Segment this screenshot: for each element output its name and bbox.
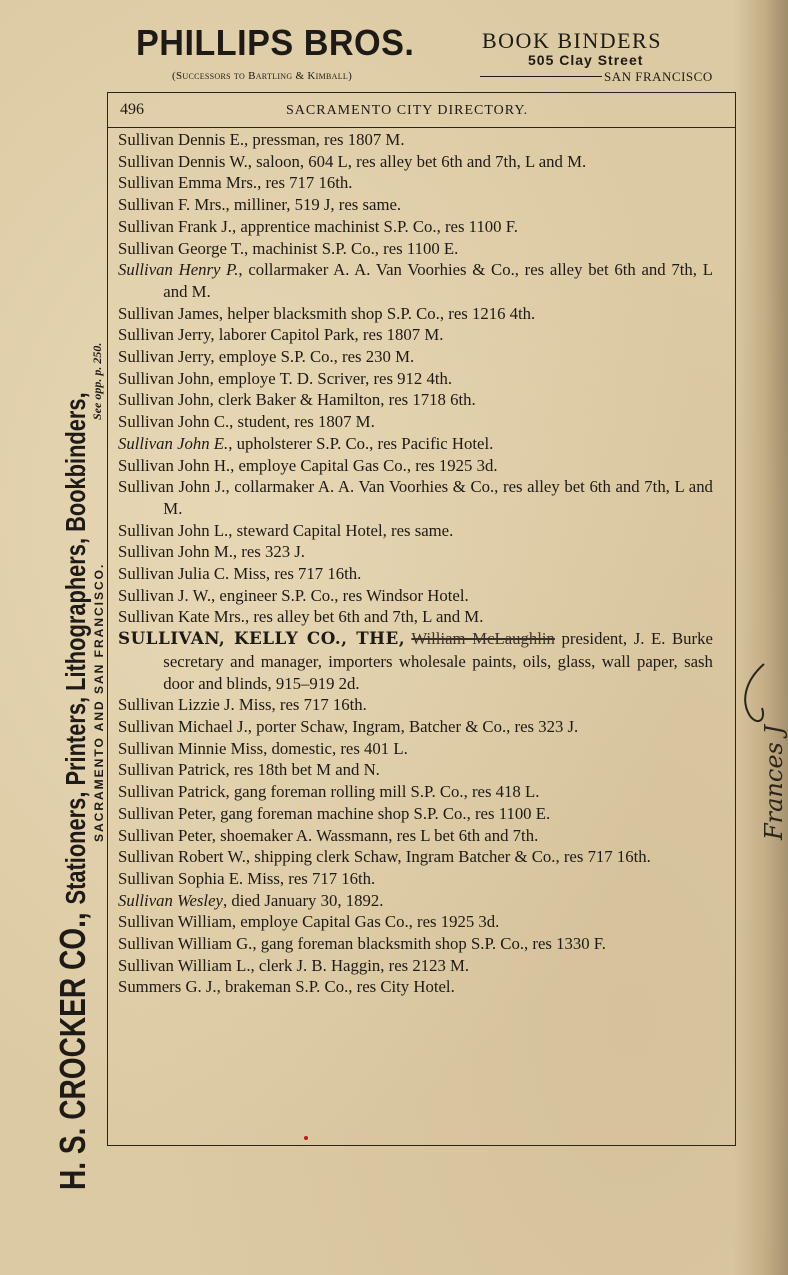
entry-details: , pressman, res 1807 M. <box>244 130 405 149</box>
directory-entry <box>118 433 713 455</box>
entry-name: Sullivan James <box>118 303 219 323</box>
entry-name: Sullivan Frank J. <box>118 216 232 236</box>
ad-successors: (Successors to Bartling & Kimball) <box>172 70 353 82</box>
handwritten-note: Frances J <box>760 724 788 840</box>
top-advertisement <box>0 0 764 92</box>
directory-entry <box>118 238 713 260</box>
entry-details: , porter Schaw, Ingram, Batcher & Co., res 323 J. <box>247 716 579 736</box>
entry-name: Sullivan Dennis W. <box>118 151 248 171</box>
directory-page-frame <box>107 92 736 1146</box>
directory-entry <box>118 194 713 216</box>
entry-details: , apprentice machinist S.P. Co., res 1100 F. <box>231 216 518 236</box>
entry-details: , helper blacksmith shop S.P. Co., res 1216 4th. <box>218 303 536 323</box>
entry-name: Sullivan John L. <box>118 520 229 540</box>
entry-details: , upholsterer S.P. Co., res Pacific Hotel. <box>228 433 494 453</box>
entry-name: Sullivan Robert W. <box>118 847 246 867</box>
entry-name: Sullivan F. Mrs. <box>118 195 226 215</box>
directory-entries <box>118 129 722 998</box>
directory-entry <box>118 606 713 628</box>
directory-entry <box>118 455 713 477</box>
entry-details: , laborer Capitol Park, res 1807 M. <box>210 325 444 345</box>
side-ad-trades: Stationers, Printers, Lithographers, Bookbinders, <box>60 392 91 905</box>
directory-entry <box>118 520 713 542</box>
directory-entry <box>118 694 713 716</box>
directory-entry <box>118 716 713 738</box>
entry-name: Sullivan Patrick <box>118 782 226 802</box>
entry-details: , steward Capital Hotel, res same. <box>228 520 454 540</box>
running-header <box>108 93 735 128</box>
entry-details: , shoemaker A. Wassmann, res L bet 6th and 7th. <box>211 825 539 845</box>
directory-entry <box>118 563 713 585</box>
side-ad-locations: SACRAMENTO AND SAN FRANCISCO. <box>92 562 106 842</box>
entry-details: , res 717 16th. <box>257 173 353 193</box>
directory-entry <box>118 933 713 955</box>
page-number: 496 <box>120 101 144 118</box>
ad-city: SAN FRANCISCO <box>604 69 713 84</box>
entry-name: Sullivan Peter <box>118 825 212 845</box>
directory-entry <box>118 976 713 998</box>
entry-name: Sullivan George T. <box>118 238 245 258</box>
entry-details: , engineer S.P. Co., res Windsor Hotel. <box>211 585 469 605</box>
entry-details: , employe Capital Gas Co., res 1925 3d. <box>230 455 498 475</box>
directory-entry <box>118 585 713 607</box>
entry-details: , collarmaker A. A. Van Voorhies & Co., res alley bet 6th and 7th, L and M. <box>163 260 713 301</box>
entry-details: , student, res 1807 M. <box>229 412 375 432</box>
entry-details: , res 717 16th. <box>279 868 376 888</box>
entry-name: Sullivan Dennis E. <box>118 130 245 149</box>
entry-details: , gang foreman machine shop S.P. Co., res 1100 E. <box>211 803 551 823</box>
entry-name: SULLIVAN, KELLY CO., THE, <box>118 629 406 650</box>
directory-entry <box>118 890 713 912</box>
entry-name: Sullivan Emma Mrs. <box>118 173 258 193</box>
directory-entry <box>118 368 713 390</box>
entry-details: , gang foreman rolling mill S.P. Co., res 418 L. <box>225 782 540 802</box>
directory-entry <box>118 738 713 760</box>
entry-name: Sullivan John E. <box>118 433 229 453</box>
struck-out-text: William McLaughlin <box>411 629 555 649</box>
directory-entry <box>118 389 713 411</box>
directory-entry <box>118 911 713 933</box>
entry-name: Sullivan William <box>118 912 232 932</box>
entry-name: Sullivan John J. <box>118 477 226 497</box>
directory-entry <box>118 825 713 847</box>
ad-brand: PHILLIPS BROS. <box>136 22 415 63</box>
side-advertisement <box>44 70 114 1190</box>
ad-street: 505 Clay Street <box>528 52 644 68</box>
entry-name: Sullivan Henry P. <box>118 260 239 280</box>
ad-divider <box>480 76 602 77</box>
directory-entry <box>118 129 713 151</box>
directory-entry <box>118 803 713 825</box>
entry-details: , died January 30, 1892. <box>222 890 384 910</box>
entry-name: Sullivan Peter <box>118 803 212 823</box>
entry-details: , shipping clerk Schaw, Ingram Batcher & Co., res 717 16th. <box>245 847 651 867</box>
entry-name: Sullivan Jerry <box>118 347 211 367</box>
entry-name: Sullivan Patrick <box>118 760 226 780</box>
entry-name: Sullivan William L. <box>118 955 251 975</box>
entry-details: , employe S.P. Co., res 230 M. <box>210 347 415 367</box>
entry-name: Sullivan John C. <box>118 412 230 432</box>
entry-name: Sullivan John <box>118 390 210 410</box>
entry-details: , domestic, res 401 L. <box>263 738 408 758</box>
ad-trade: BOOK BINDERS <box>482 28 662 53</box>
directory-entry <box>118 411 713 433</box>
entry-details: , brakeman S.P. Co., res City Hotel. <box>216 977 455 997</box>
directory-entry <box>118 759 713 781</box>
directory-entry <box>118 955 713 977</box>
entry-details: , machinist S.P. Co., res 1100 E. <box>244 238 459 258</box>
entry-details: , clerk J. B. Haggin, res 2123 M. <box>250 955 470 975</box>
entry-name: Sullivan Lizzie J. Miss <box>118 695 272 715</box>
entry-name: Sullivan Sophia E. Miss <box>118 868 280 888</box>
directory-entry <box>118 346 713 368</box>
directory-entry <box>118 151 713 173</box>
directory-entry <box>118 868 713 890</box>
entry-details: , milliner, 519 J, res same. <box>225 195 402 215</box>
directory-entry <box>118 628 713 694</box>
side-ad-main <box>52 392 94 1190</box>
entry-details: , employe T. D. Scriver, res 912 4th. <box>209 368 453 388</box>
entry-details: , employe Capital Gas Co., res 1925 3d. <box>231 912 500 932</box>
entry-name: Sullivan J. W. <box>118 585 212 605</box>
entry-details: , collarmaker A. A. Van Voorhies & Co., res alley bet 6th and 7th, L and M. <box>163 477 713 518</box>
entry-name: Sullivan John M. <box>118 542 233 562</box>
directory-entry <box>118 259 713 302</box>
entry-details: , res 18th bet M and N. <box>225 760 380 780</box>
entry-details: , gang foreman blacksmith shop S.P. Co., res 1330 F. <box>252 934 606 954</box>
entry-details: , res 717 16th. <box>265 564 362 584</box>
entry-name: Sullivan William G. <box>118 934 253 954</box>
directory-entry <box>118 324 713 346</box>
side-ad-see-reference: See opp. p. 250. <box>90 342 104 420</box>
entry-details: , res 717 16th. <box>271 695 367 715</box>
entry-name: Sullivan Jerry <box>118 325 211 345</box>
ink-spot <box>304 1136 308 1140</box>
entry-name: Sullivan John <box>118 368 210 388</box>
directory-entry <box>118 781 713 803</box>
entry-name: Sullivan Wesley <box>118 890 223 910</box>
page-title: SACRAMENTO CITY DIRECTORY. <box>286 103 529 118</box>
entry-details: , saloon, 604 L, res alley bet 6th and 7th, L and M. <box>247 151 587 171</box>
entry-name: Sullivan John H. <box>118 455 231 475</box>
directory-entry <box>118 476 713 519</box>
entry-details: president, J. E. Burke secretary and manager, importers wholesale paints, oils, glass, wall paper, sash door and blinds, 915–919 2d. <box>163 629 713 693</box>
entry-details: , res 323 J. <box>232 542 306 562</box>
entry-details: , clerk Baker & Hamilton, res 1718 6th. <box>209 390 476 410</box>
directory-entry <box>118 541 713 563</box>
entry-details: , res alley bet 6th and 7th, L and M. <box>244 607 484 627</box>
entry-name: Sullivan Minnie Miss <box>118 738 264 758</box>
side-ad-company: H. S. CROCKER CO., <box>52 912 93 1190</box>
entry-name: Sullivan Kate Mrs. <box>118 607 245 627</box>
entry-name: Sullivan Julia C. Miss <box>118 564 266 584</box>
directory-entry <box>118 216 713 238</box>
entry-name: Summers G. J. <box>118 977 217 997</box>
directory-entry <box>118 303 713 325</box>
directory-entry <box>118 172 713 194</box>
entry-name: Sullivan Michael J. <box>118 716 248 736</box>
directory-entry <box>118 846 713 868</box>
